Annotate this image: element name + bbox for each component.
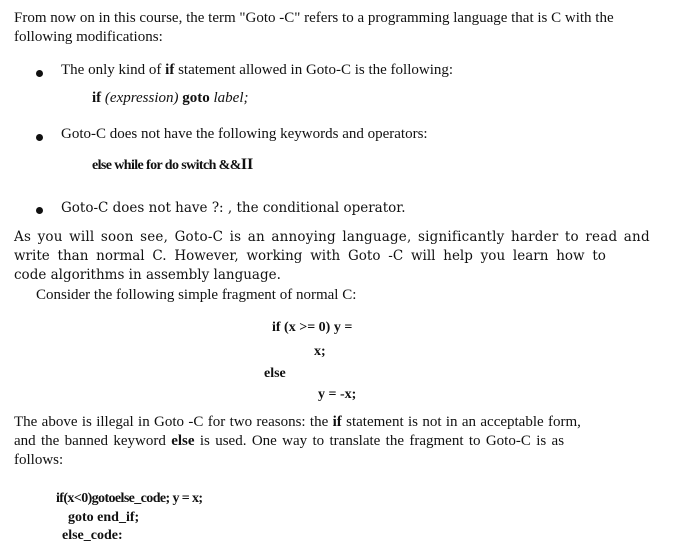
intro-paragraph: From now on in this course, the term "Goto -C" refers to a programming language that is C with the following modifications: <box>14 10 614 45</box>
para-2-line-1: As you will soon see, Goto-C is an annoying language, significantly harder to read and <box>14 229 650 245</box>
para-2-line-3: code algorithms in assembly language. <box>14 267 281 283</box>
bullet-3-text: Goto-C does not have ?: , the conditional operator. <box>61 200 406 216</box>
para-3: Consider the following simple fragment of normal C: <box>36 287 357 303</box>
para-4-line-2: and the banned keyword else is used. One way to translate the fragment to Goto-C is as <box>14 433 565 449</box>
code-1-line-2: x; <box>314 344 326 359</box>
code-2-line-2: goto end_if; <box>68 510 140 525</box>
para-2-line-2: write than normal C. However, working with Goto -C will help you learn how to <box>14 248 606 264</box>
para-4-line-3: follows: <box>14 452 64 468</box>
bullet-icon <box>36 207 43 214</box>
code-1-line-3: else <box>264 366 286 381</box>
bullet-1-code: if (expression) goto label; <box>92 90 249 106</box>
bullet-1-text: The only kind of if statement allowed in Goto-C is the following: <box>61 62 454 78</box>
bullet-2-text: Goto-C does not have the following keywords and operators: <box>61 126 428 142</box>
code-2-line-1: if(x<0)gotoelse_code; y = x; <box>56 491 203 506</box>
bullet-icon <box>36 134 43 141</box>
bullet-icon <box>36 70 43 77</box>
code-1-line-1: if (x >= 0) y = <box>272 320 353 335</box>
bullet-2-keywords: else while for do switch &&II <box>92 156 254 173</box>
code-2-line-3: else_code: <box>62 528 123 543</box>
para-4-line-1: The above is illegal in Goto -C for two reasons: the if statement is not in an acceptable form, <box>14 414 581 430</box>
code-1-line-4: y = -x; <box>318 387 357 402</box>
